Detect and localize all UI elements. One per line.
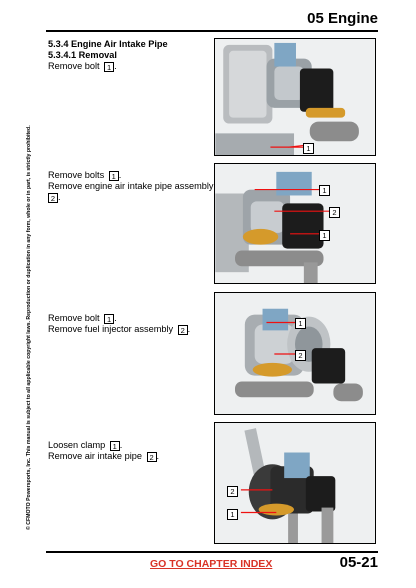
section-subheading: 5.3.4.1 Removal	[48, 50, 117, 60]
callout-1: 1	[227, 509, 238, 520]
step-1-text	[48, 39, 168, 72]
figure-step-3	[214, 292, 376, 415]
step-2-line-3: 2 .	[48, 192, 213, 203]
callout-2: 2	[295, 350, 306, 361]
step-2-text	[48, 170, 213, 203]
engine-illustration-2	[215, 164, 375, 283]
callout-1: 1	[319, 230, 330, 241]
chapter-index-link[interactable]: GO TO CHAPTER INDEX	[150, 558, 273, 570]
part-number-box: 1	[109, 171, 119, 181]
figure-step-1	[214, 38, 376, 156]
step-4-line-1: Loosen clamp 1 .	[48, 440, 123, 451]
callout-1: 1	[295, 318, 306, 329]
step-2-line-2: Remove engine air intake pipe assembly	[48, 181, 214, 191]
step-4-text	[48, 440, 159, 462]
callout-2: 2	[329, 207, 340, 218]
part-number-box: 2	[48, 193, 58, 203]
part-number-box: 1	[110, 441, 120, 451]
part-number-box: 2	[147, 452, 157, 462]
callout-1: 1	[303, 143, 314, 154]
callout-1: 1	[319, 185, 330, 196]
part-number-box: 2	[178, 325, 188, 335]
step-1-line-1: Remove bolt 1 .	[48, 61, 117, 72]
section-heading: 5.3.4 Engine Air Intake Pipe	[48, 39, 168, 49]
footer-rule	[46, 551, 378, 553]
part-number-box: 1	[104, 62, 114, 72]
engine-illustration-1	[215, 39, 375, 155]
copyright-notice: © CFMOTO Powersports, Inc. This manual is subject to all applicable copyright laws. Reproduction or duplication in any form, whole or in part, is strictly prohibited.	[26, 125, 32, 530]
figure-step-4	[214, 422, 376, 544]
step-3-line-2: Remove fuel injector assembly 2 .	[48, 324, 191, 335]
step-3-text	[48, 313, 190, 335]
figure-step-2	[214, 163, 376, 284]
part-number-box: 1	[104, 314, 114, 324]
step-2-line-1: Remove bolts 1 .	[48, 170, 122, 181]
page-header-title: 05 Engine	[307, 10, 378, 27]
callout-2: 2	[227, 486, 238, 497]
engine-illustration-4	[215, 423, 375, 543]
header-rule	[46, 30, 378, 32]
page-number: 05-21	[339, 554, 378, 571]
step-4-line-2: Remove air intake pipe 2 .	[48, 451, 160, 462]
step-3-line-1: Remove bolt 1 .	[48, 313, 117, 324]
